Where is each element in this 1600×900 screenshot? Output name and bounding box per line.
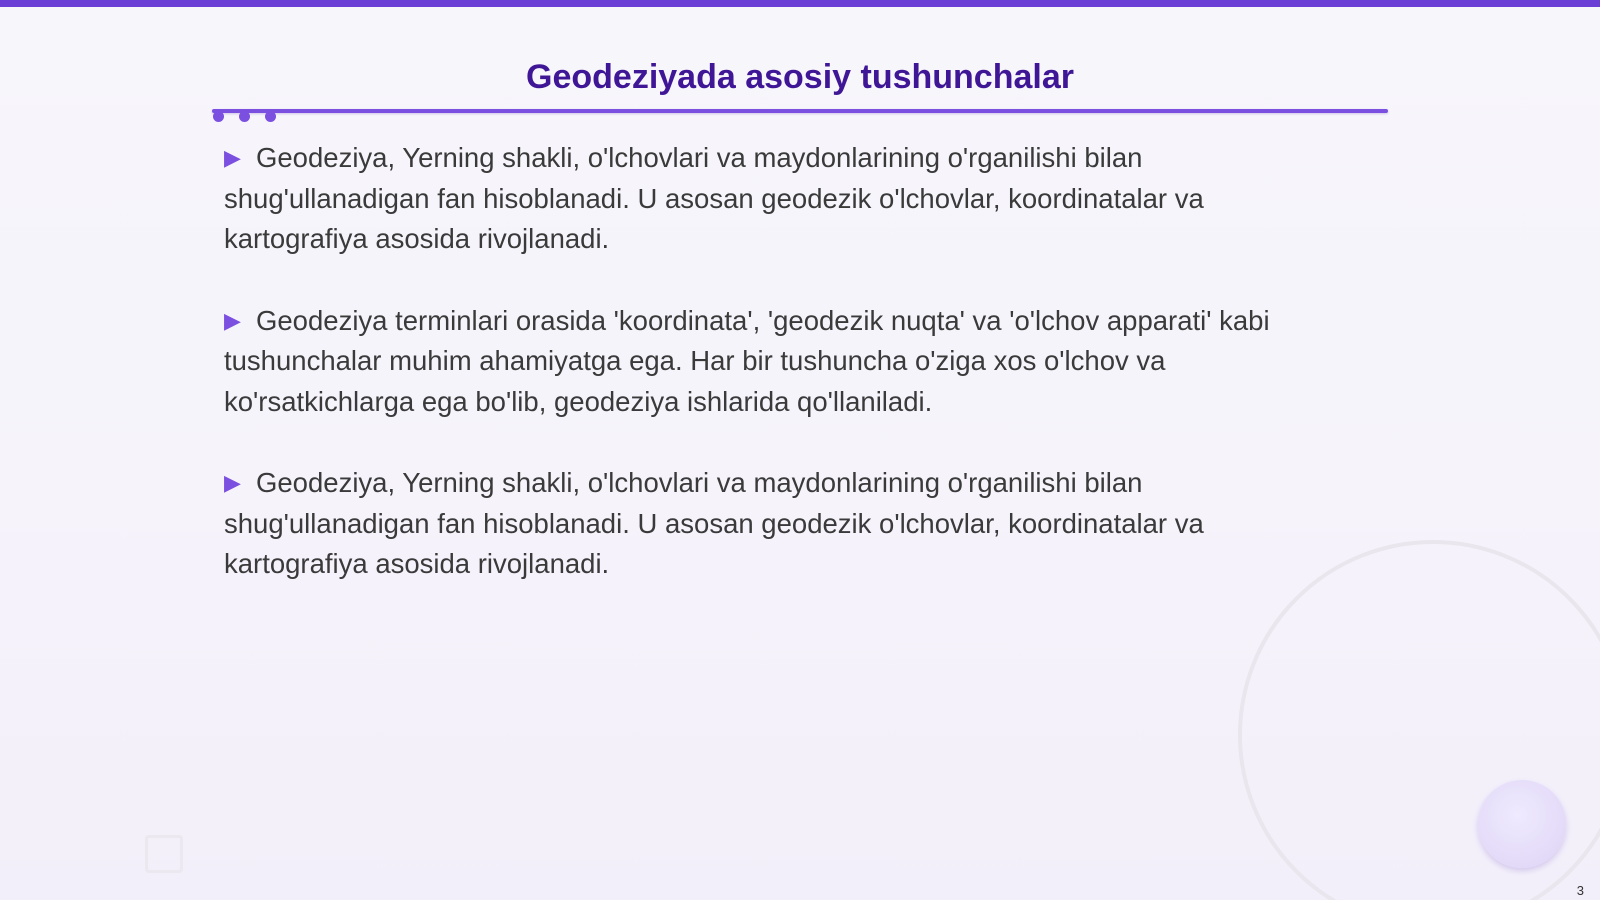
- page-number: 3: [1576, 883, 1584, 898]
- bullet-text: Geodeziya, Yerning shakli, o'lchovlari va maydonlarining o'rganilishi bilan shug'ullanadigan fan hisoblanadi. U asosan geodezik o'lchovlar, koordinatalar va kartografiya asosida rivojlanadi.: [224, 142, 1204, 254]
- bullet-item: [224, 138, 1354, 260]
- bullet-text: Geodeziya, Yerning shakli, o'lchovlari va maydonlarining o'rganilishi bilan shug'ullanadigan fan hisoblanadi. U asosan geodezik o'lchovlar, koordinatalar va kartografiya asosida rivojlanadi.: [224, 467, 1204, 579]
- top-accent-bar: [0, 0, 1600, 7]
- decorative-dot: [265, 111, 276, 122]
- play-triangle-icon: ▶: [224, 145, 241, 170]
- play-triangle-icon: ▶: [224, 470, 241, 495]
- bullet-item: [224, 301, 1354, 423]
- bullet-list: [224, 138, 1354, 626]
- decorative-square: [145, 835, 183, 873]
- slide-title: Geodeziyada asosiy tushunchalar: [526, 58, 1074, 96]
- bullet-item: [224, 463, 1354, 585]
- decorative-dot: [239, 111, 250, 122]
- decorative-dot: [213, 111, 224, 122]
- bullet-text: Geodeziya terminlari orasida 'koordinata', 'geodezik nuqta' va 'o'lchov apparati' kabi tushunchalar muhim ahamiyatga ega. Har bir tushuncha o'ziga xos o'lchov va ko'rsatkichlarga ega bo'lib, geodeziya ishlarida qo'llaniladi.: [224, 304, 1270, 417]
- title-underline: [212, 109, 1388, 113]
- decorative-circle: [1478, 780, 1566, 868]
- play-triangle-icon: ▶: [224, 307, 241, 333]
